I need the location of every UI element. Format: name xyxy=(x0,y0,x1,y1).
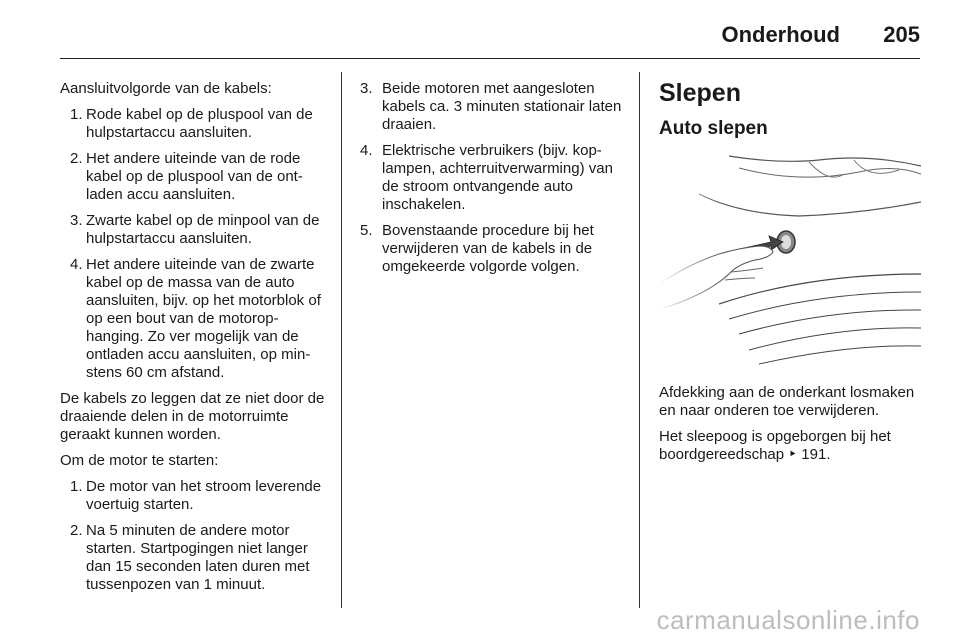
tow-eye-note xyxy=(659,428,921,464)
list-item xyxy=(60,212,326,248)
list-item xyxy=(360,142,622,214)
list-number: 4. xyxy=(360,142,373,159)
list-text: Rode kabel op de pluspool van de hulpstartaccu aansluiten. xyxy=(86,106,313,141)
start-engine-intro: Om de motor te starten: xyxy=(60,452,219,469)
list-number: 3. xyxy=(70,212,83,229)
list-number: 2. xyxy=(70,522,83,539)
list-item xyxy=(360,222,622,276)
section-title: Onderhoud xyxy=(721,22,840,47)
list-item xyxy=(60,106,326,142)
list-text: Elektrische verbruikers (bijv. koplampen, achterruitverwarming) van de stroom ontvangende auto inschakelen. xyxy=(382,142,613,213)
list-number: 2. xyxy=(70,150,83,167)
list-text: De motor van het stroom leverende voertuig starten. xyxy=(86,478,322,513)
bumper-hand-drawing xyxy=(659,154,921,366)
column-1 xyxy=(60,80,326,602)
list-item xyxy=(60,256,326,382)
list-text: Zwarte kabel op de minpool van de hulpstartaccu aansluiten. xyxy=(86,212,320,247)
list-text: Na 5 minuten de andere motor starten. Startpogingen niet langer dan 15 seconden laten duren met tussenpozen van 1 minuut. xyxy=(86,522,310,593)
list-text: Bovenstaande procedure bij het verwijderen van de kabels in de omgekeerde volgorde volgen. xyxy=(382,222,594,275)
continued-steps-list xyxy=(360,80,622,276)
list-item xyxy=(60,150,326,204)
page-header xyxy=(60,22,920,59)
column-divider-1 xyxy=(341,72,342,608)
list-number: 5. xyxy=(360,222,373,239)
watermark: carmanualsonline.info xyxy=(656,605,920,635)
illustration-caption: Afdekking aan de onderkant losmaken en naar onderen toe verwijderen. xyxy=(659,384,915,419)
subsection-heading: Auto slepen xyxy=(659,118,768,139)
list-number: 4. xyxy=(70,256,83,273)
cable-routing-paragraph: De kabels zo leggen dat ze niet door de draaiende delen in de motorruimte geraakt kunnen worden. xyxy=(60,390,325,443)
list-text: Beide motoren met aangesloten kabels ca. 3 minuten stationair laten draaien. xyxy=(382,80,622,133)
list-number: 3. xyxy=(360,80,373,97)
column-2 xyxy=(360,80,622,284)
page-reference[interactable]: 191. xyxy=(797,446,831,463)
list-item xyxy=(360,80,622,134)
cable-order-intro: Aansluitvolgorde van de kabels: xyxy=(60,80,272,97)
tow-eye-cover-illustration xyxy=(659,154,921,366)
list-text: Het andere uiteinde van de zwarte kabel op de massa van de auto aansluiten, bijv. op het motorblok of op een bout van de motorophanging. Zo ver mogelijk van de ontladen accu aansluiten, op minstens 60 cm afstand. xyxy=(86,256,321,381)
column-3 xyxy=(659,80,921,472)
section-heading: Slepen xyxy=(659,79,741,107)
list-item xyxy=(60,522,326,594)
list-number: 1. xyxy=(70,106,83,123)
page-reference-arrow-icon: ‣ xyxy=(788,446,798,463)
start-engine-list xyxy=(60,478,326,594)
list-item xyxy=(60,478,326,514)
column-divider-2 xyxy=(639,72,640,608)
note-text: Het sleepoog is opgeborgen bij het boordgereedschap xyxy=(659,428,891,463)
cable-order-list xyxy=(60,106,326,382)
list-number: 1. xyxy=(70,478,83,495)
page-number: 205 xyxy=(883,22,920,47)
list-text: Het andere uiteinde van de rode kabel op de pluspool van de ontladen accu aansluiten. xyxy=(86,150,303,203)
